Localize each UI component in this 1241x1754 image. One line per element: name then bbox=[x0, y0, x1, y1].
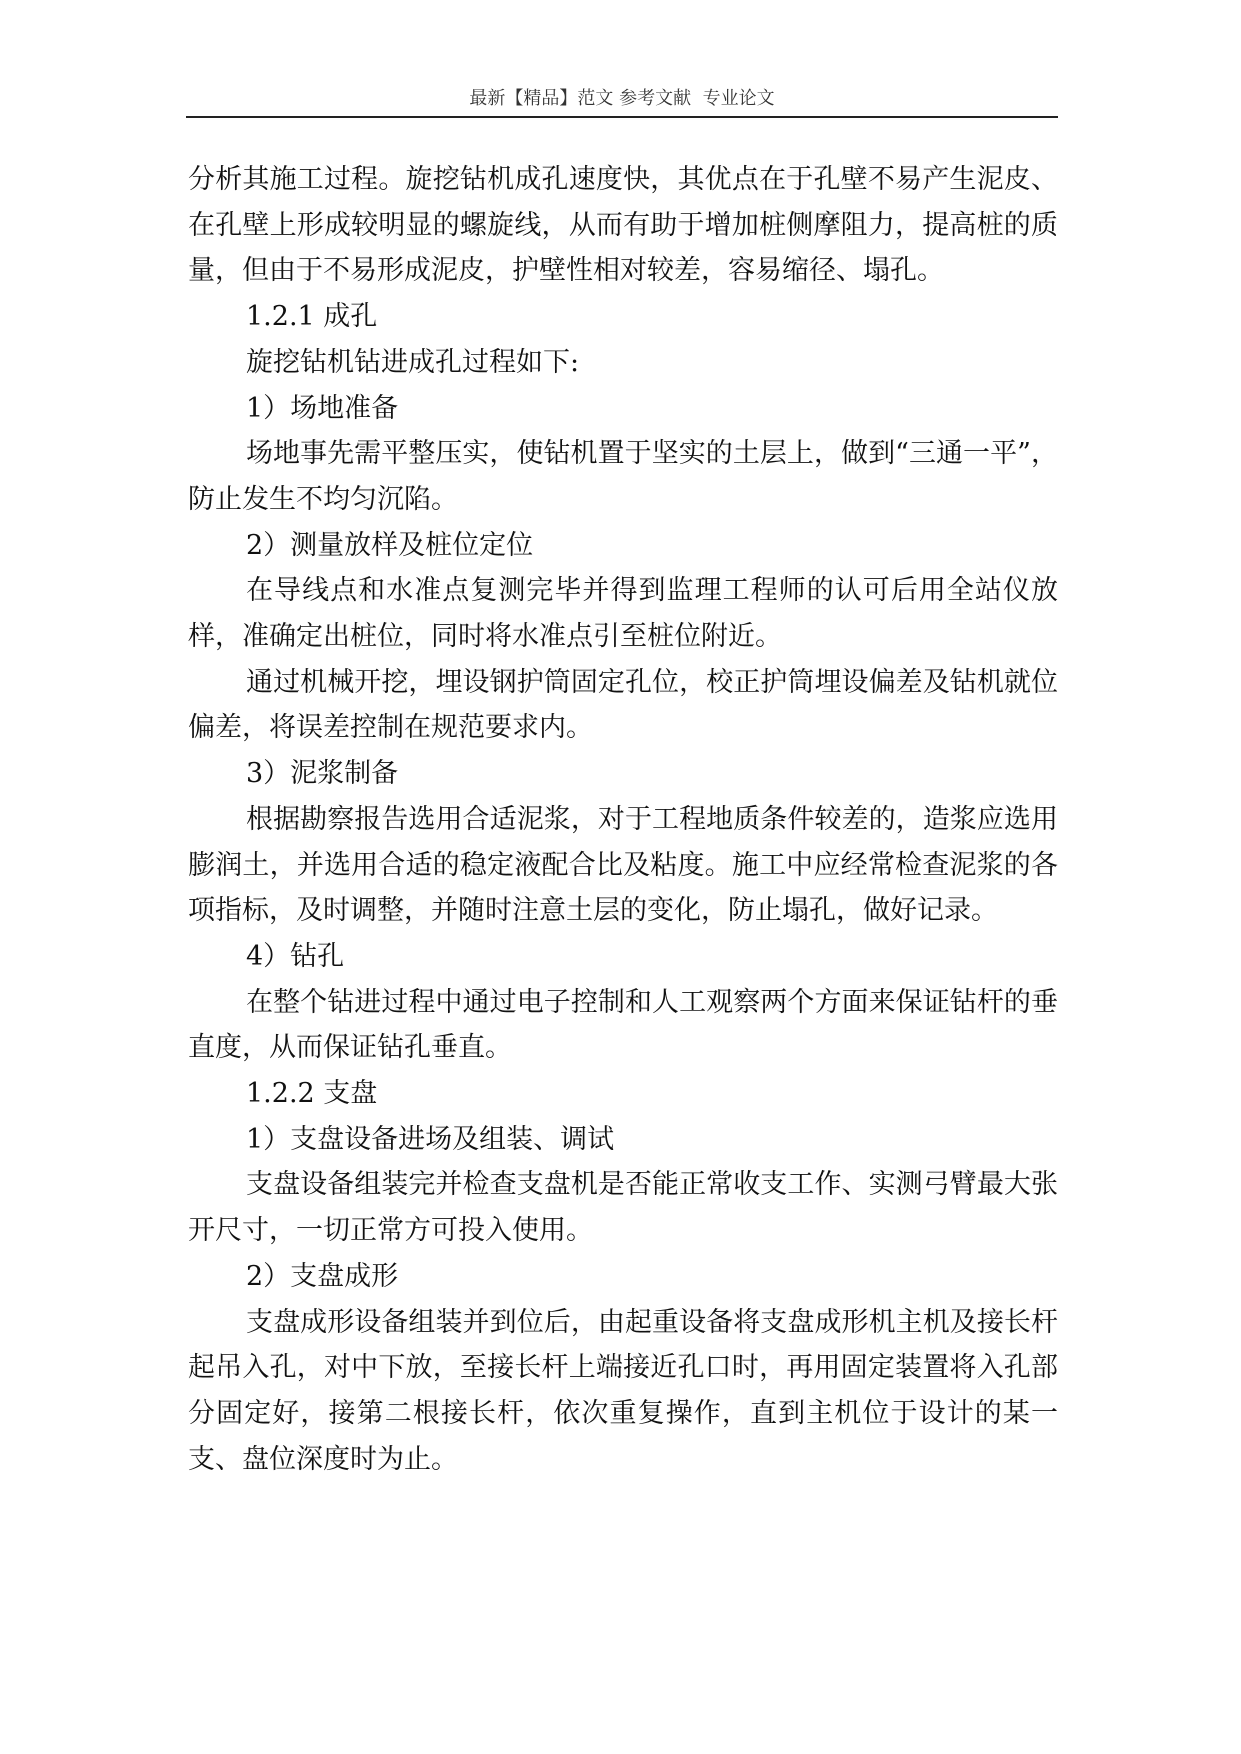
step-heading-slurry: 3）泥浆制备 bbox=[246, 758, 399, 790]
header-text: 最新【精品】范文 参考文献 专业论文 bbox=[469, 88, 775, 109]
step-heading-equipment: 1）支盘设备进场及组装、调试 bbox=[246, 1123, 615, 1155]
section-heading-1-2-2: 1.2.2 支盘 bbox=[246, 1078, 378, 1110]
step-heading-drilling: 4）钻孔 bbox=[246, 940, 345, 972]
step-heading-site-preparation: 1）场地准备 bbox=[246, 392, 399, 424]
paragraph: 在导线点和水准点复测完毕并得到监理工程师的认可后用全站仪放样，准确定出桩位，同时将水准点引至桩位附近。 bbox=[188, 575, 1058, 653]
document-body bbox=[188, 157, 1058, 1482]
section-heading-1-2-1: 1.2.1 成孔 bbox=[246, 301, 378, 333]
step-heading-survey: 2）测量放样及桩位定位 bbox=[246, 529, 534, 561]
step-heading-forming: 2）支盘成形 bbox=[246, 1260, 399, 1292]
paragraph: 支盘设备组装完并检查支盘机是否能正常收支工作、实测弓臂最大张开尺寸，一切正常方可投入使用。 bbox=[188, 1169, 1058, 1247]
paragraph-continuation: 分析其施工过程。旋挖钻机成孔速度快，其优点在于孔壁不易产生泥皮、在孔壁上形成较明显的螺旋线，从而有助于增加桩侧摩阻力，提高桩的质量，但由于不易形成泥皮，护壁性相对较差，容易缩径、塌孔。 bbox=[188, 164, 1058, 287]
paragraph: 旋挖钻机钻进成孔过程如下: bbox=[246, 346, 580, 378]
paragraph: 场地事先需平整压实，使钻机置于坚实的土层上，做到“三通一平”，防止发生不均匀沉陷。 bbox=[188, 438, 1058, 515]
paragraph: 根据勘察报告选用合适泥浆，对于工程地质条件较差的，造浆应选用膨润土，并选用合适的稳定液配合比及粘度。施工中应经常检查泥浆的各项指标，及时调整，并随时注意土层的变化，防止塌孔，做好记录。 bbox=[188, 803, 1058, 927]
page-header bbox=[186, 0, 1058, 118]
paragraph: 支盘成形设备组装并到位后，由起重设备将支盘成形机主机及接长杆起吊入孔，对中下放，至接长杆上端接近孔口时，再用固定装置将入孔部分固定好，接第二根接长杆，依次重复操作，直到主机位于设计的某一支、盘位深度时为止。 bbox=[188, 1306, 1058, 1475]
paragraph: 在整个钻进过程中通过电子控制和人工观察两个方面来保证钻杆的垂直度，从而保证钻孔垂直。 bbox=[188, 986, 1058, 1064]
paragraph: 通过机械开挖，埋设钢护筒固定孔位，校正护筒埋设偏差及钻机就位偏差，将误差控制在规范要求内。 bbox=[188, 666, 1058, 744]
